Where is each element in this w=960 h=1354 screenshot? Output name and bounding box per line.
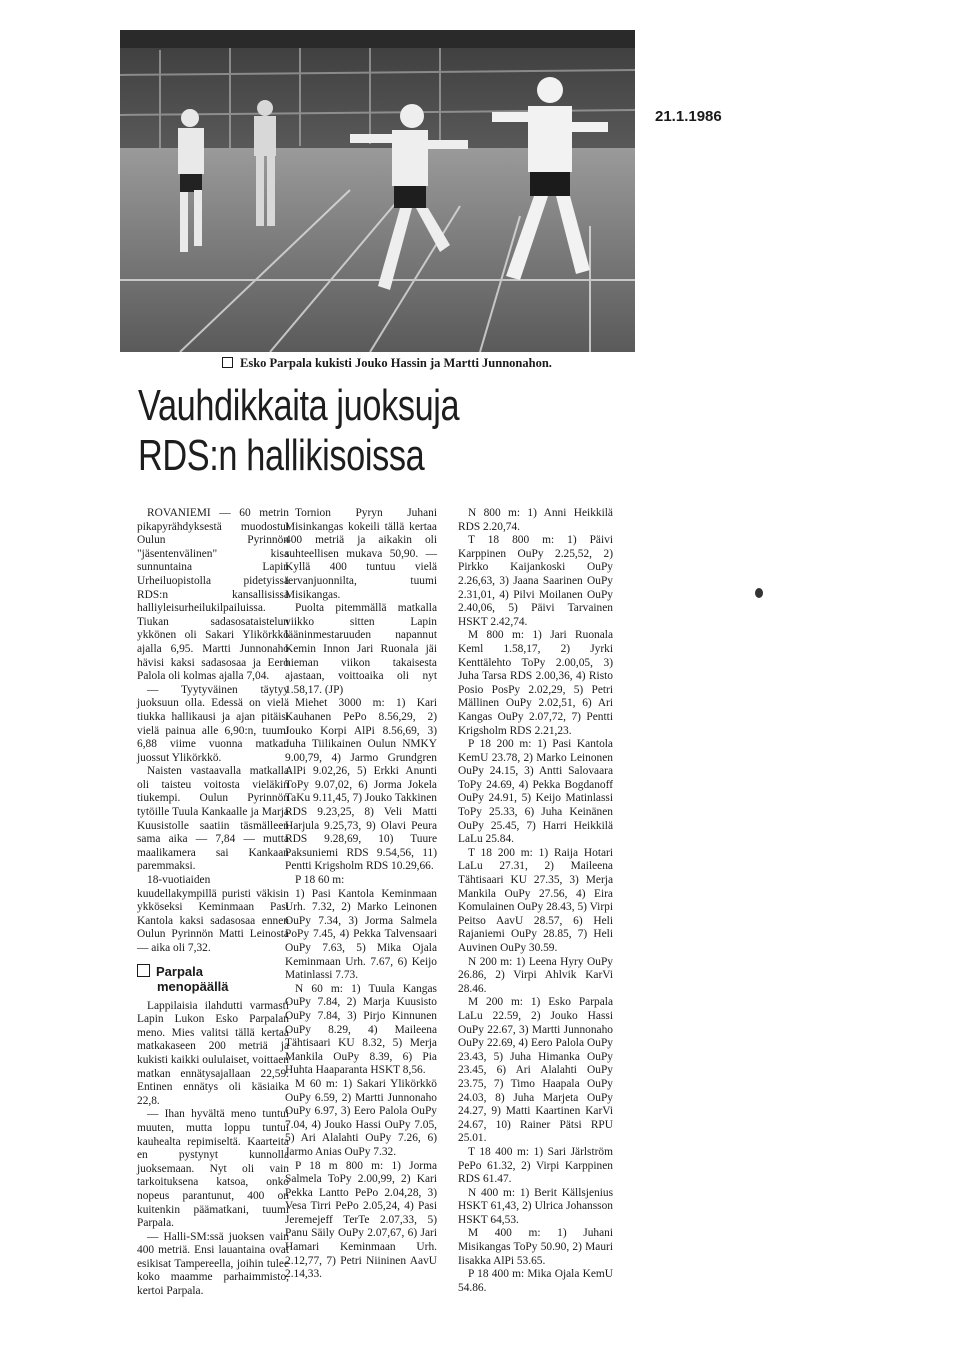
paragraph: — Tyytyväinen täytyy juoksuun olla. Edessä on vielä tiukka hallikausi ja ajan pitäisi vielä painua alle 6,90:n, tuumi 6,88 viime vuonna matkan juossut Ylikörkkö. [137,683,289,764]
paragraph: 18-vuotiaiden kuudellakympillä puristi väkisin ykköseksi Keminmaan Pasi Kantola kaksi sadasosaa ennen Oulun Pyrinnön Matti Leinosta — aika oli 7,32. [137,874,289,954]
paragraph: — Halli-SM:ssä juoksen vain 400 metriä. Ensi lauantaina ovat esikisat Tampereella, joihin tulee koko maamme parhaimmisto, kertoi Parpala. [137,1230,289,1298]
results-paragraph: P 18 m 800 m: 1) Jorma Salmela ToPy 2.00,99, 2) Kari Pekka Lantto PePo 2.04,28, 3) Vesa Tirri PePo 2.05,24, 4) Pasi Jeremejeff TerTe 2.07,33, 5) Panu Säily OuPy 2.07,67, 6) Jari Hamari Keminmaan Urh. 2.12,77, 7) Petri Niininen AavU 2.14,33. [285,1159,437,1281]
results-heading: P 18 60 m: [295,874,345,887]
results-paragraph: M 400 m: 1) Juhani Misikangas ToPy 50.90, 2) Mauri Iisakka AlPi 53.65. [458,1227,613,1267]
ink-spot [755,588,763,598]
paragraph: Naisten vastaavalla matkalla oli taisteu voitosta vieläkin tiukempi. Oulun Pyrinnön tytöille Tuula Kankaalle ja Marja Kuusistolle saatiin täsmälleen sama aika — 7,84 — mutta maalikamera sai Kankaan paremmaksi. [137,765,289,873]
results-paragraph: N 200 m: 1) Leena Hyry OuPy 26.86, 2) Virpi Ahlvik KarVi 28.46. [458,955,613,995]
photo-caption [222,356,642,371]
article-column-1 [137,507,289,1299]
caption-box-icon [222,357,233,368]
results-paragraph: M 800 m: 1) Jari Ruonala Keml 1.58,17, 2) Jyrki Kenttälehto ToPy 2.00,05, 3) Juha Tarsa RDS 2.00,36, 4) Risto Posio PosPy 2.02,29, 5) Petri Mällinen OuPy 2.02,51, 6) Ari Kangas OuPy 2.07,72, 7) Pentti Krigsholm RDS 2.21,23. [458,629,613,737]
article-column-3 [458,507,613,1295]
headline-line-1: Vauhdikkaita juoksuja [138,381,460,430]
caption-text: Esko Parpala kukisti Jouko Hassin ja Martti Junnonahon. [240,356,552,370]
results-paragraph: 1) Pasi Kantola Keminmaan Urh. 7.32, 2) Marko Leinonen OuPy 7.34, 3) Jorma Salmela PoPy 7.45, 4) Pekka Talvensaari OuPy 7.63, 5) Mika Ojala Keminmaan Urh. 7.67, 6) Keijo Matinlassi 7.73. [285,887,437,982]
headline [138,381,505,481]
results-paragraph: P 18 400 m: Mika Ojala KemU 54.86. [458,1268,613,1294]
paragraph: ROVANIEMI — 60 metrin pikapyrähdyksestä muodostui Oulun Pyrinnön "jäsentenvälinen" kisa sunnuntaina Lapin Urheiluopistolla pidetyissä RDS:n kansallisissa halliyleisurheilukilpailuissa. Tiukan sadasosataistelun ykkönen oli Sakari Ylikörkkö ajalla 6,95. Martti Junnonaho hävisi kaksi sadasosaa ja Eero Palola oli kolmas ajalla 7,04. [137,507,289,683]
race-photo [120,30,635,352]
subheading-line-1: Parpala [156,963,203,979]
results-paragraph: P 18 200 m: 1) Pasi Kantola KemU 23.78, 2) Marko Leinonen OuPy 24.15, 3) Antti Salovaara ToPy 24.69, 4) Pekka Bogdanoff OuPy 24.91, 5) Keijo Matinlassi ToPy 25.33, 6) Juha Keinänen OuPy 25.45, 7) Harri Heikkilä LaLu 25.84. [458,738,613,846]
results-paragraph: Miehet 3000 m: 1) Kari Kauhanen PePo 8.56,29, 2) Jouko Korpi AlPi 8.56,69, 3) Juha Tiilikainen Oulun NMKY 9.00,79, 4) Jarmo Grundgren AlPi 9.02,26, 5) Erkki Anunti ToPy 9.07,02, 6) Jorma Jokela TaKu 9.11,45, 7) Jouko Takkinen RDS 9.23,25, 8) Veli Matti Harjula 9.25,73, 9) Olavi Peura RDS 9.28,69, 10) Tuure Paksuniemi RDS 9.54,56, 11) Pentti Krigsholm RDS 10.29,66. [285,697,437,873]
results-paragraph: N 800 m: 1) Anni Heikkilä RDS 2.20,74. [458,507,613,533]
date-stamp: 21.1.1986 [655,108,722,125]
subheading [137,964,289,994]
subheading-box-icon [137,964,150,977]
paragraph: Lappilaisia ilahdutti varmasti Lapin Lukon Esko Parpalan meno. Mies valitsi tällä kertaa matkakaseen 200 metriä ja kukisti kaikki oululaiset, voittaen matkan ennätysajallaan 22,59. Entinen ennätys oli käsiaika 22,8. [137,999,289,1107]
results-paragraph: M 60 m: 1) Sakari Ylikörkkö OuPy 6.59, 2) Martti Junnonaho OuPy 6.97, 3) Eero Palola OuPy 7.04, 4) Jouko Hassi OuPy 7.05, 5) Ari Alalahti OuPy 7.26, 6) Jarmo Anias OuPy 7.32. [285,1077,437,1158]
paragraph: — Ihan hyvältä meno tuntui muuten, mutta loppu tuntui kauhealta repimiseltä. Kaarteita en pystynyt kunnolla juoksemaan. Nyt oli vain tarkoituksena katsoa, onko nopeus parantunut, 400 on kuitenkin päämatkani, tuumi Parpala. [137,1108,289,1230]
results-paragraph: N 400 m: 1) Berit Källsjenius HSKT 61,43, 2) Ulrica Johansson HSKT 64,53. [458,1186,613,1226]
headline-line-2: RDS:n hallikisoissa [138,431,425,480]
results-paragraph: T 18 200 m: 1) Raija Hotari LaLu 27.31, 2) Maileena Tähtisaari KU 27.35, 3) Merja Mankila OuPy 27.56, 4) Eira Komulainen OuPy 28.43, 5) Virpi Peitso AavU 28.57, 6) Heli Rajaniemi OuPy 28.85, 7) Heli Auvinen OuPy 30.59. [458,846,613,954]
results-paragraph: T 18 800 m: 1) Päivi Karppinen OuPy 2.25,52, 2) Pirkko Kaijankoski OuPy 2.26,63, 3) Jaana Saarinen OuPy 2.31,01, 4) Pilvi Moilanen OuPy 2.40,06, 5) Päivi Tarvainen HSKT 2.42,74. [458,534,613,628]
paragraph: Tornion Pyryn Juhani Misinkangas kokeili tällä kertaa 400 metriä ja aikakin oli suhteellisen mukava 50,90. — Kyllä 400 tuntuu vielä tervanjuonnilta, tuumi Misikangas. [285,507,437,601]
paragraph: Puolta pitemmällä matkalla viikko sitten Lapin lääninmestaruuden napannut Kemin Innon Jari Ruonala jäi hieman viikon takaisesta ajastaan, voittoaika oli nyt 1.58,17. (JP) [285,602,437,696]
article-column-2 [285,507,437,1282]
results-paragraph: T 18 400 m: 1) Sari Järlström PePo 61.32, 2) Virpi Karppinen RDS 61.47. [458,1145,613,1186]
results-paragraph: M 200 m: 1) Esko Parpala LaLu 22.59, 2) Jouko Hassi OuPy 22.67, 3) Martti Junnonaho OuPy 22.69, 4) Eero Palola OuPy 23.43, 5) Juha Himanka OuPy 23.45, 6) Ari Alalahti OuPy 23.75, 7) Timo Haapala OuPy 24.03, 8) Juha Marjeta OuPy 24.27, 9) Matti Kaartinen KarVi 24.67, 10) Rainer Pätsi RPU 25.01. [458,996,613,1145]
results-paragraph: N 60 m: 1) Tuula Kangas OuPy 7.84, 2) Marja Kuusisto OuPy 7.84, 3) Pirjo Kinnunen OuPy 8.29, 4) Maileena Tähtisaari KU 8.32, 5) Merja Mankila OuPy 8.39, 6) Pia Huhta Haaparanta HSKT 8,56. [285,982,437,1077]
subheading-line-2: menopäällä [157,978,229,994]
